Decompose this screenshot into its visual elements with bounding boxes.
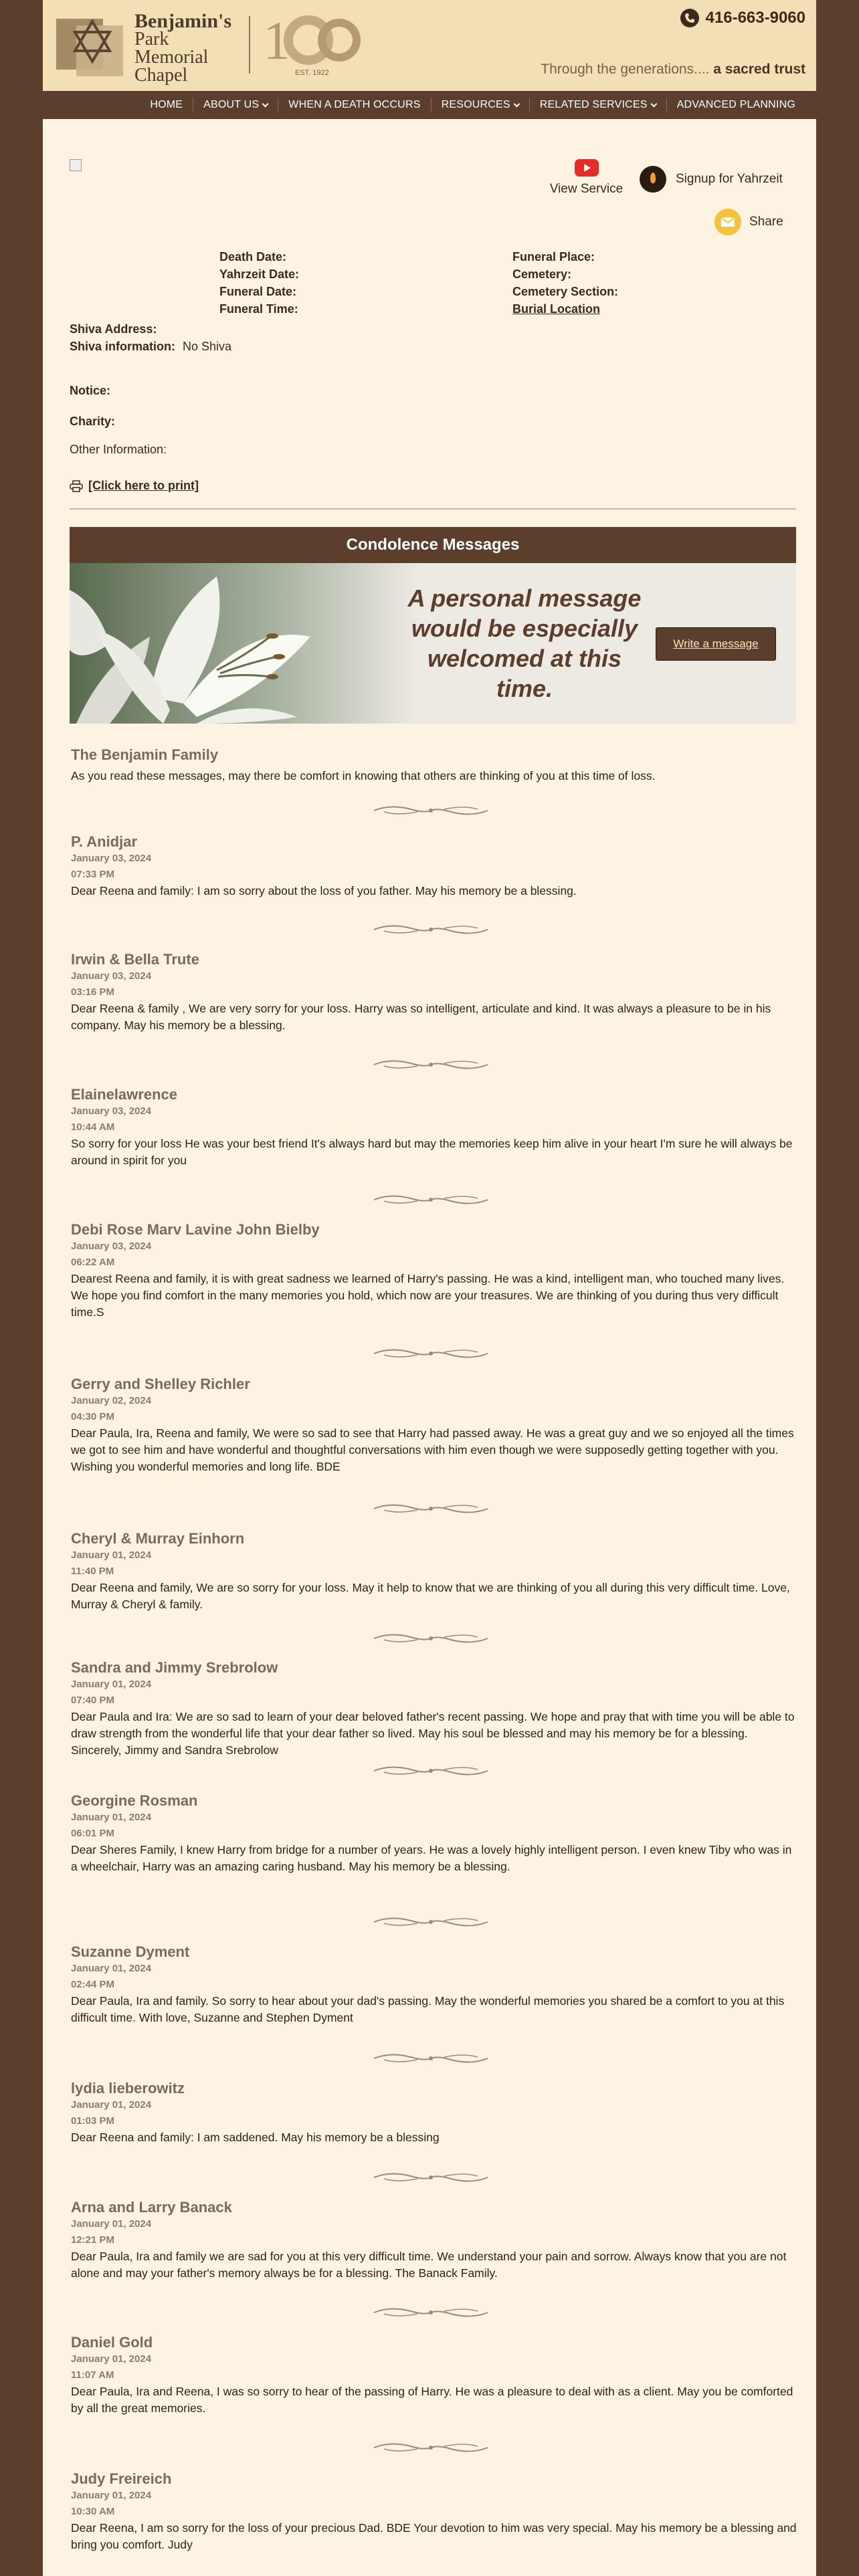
nav-related-label: RELATED SERVICES (539, 99, 648, 110)
condolence-message (71, 1376, 800, 1475)
flourish-divider (371, 2052, 491, 2065)
message-author: Suzanne Dyment (71, 1943, 190, 1960)
banner-message: A personal message would be especially welcomed at this time. (407, 584, 642, 702)
message-time: 12:21 PM (71, 2234, 115, 2246)
yahrzeit-label: Signup for Yahrzeit (676, 172, 783, 186)
nav-resources[interactable] (431, 98, 529, 112)
message-author: Debi Rose Marv Lavine John Bielby (71, 1221, 320, 1238)
logo-est-text: EST. 1922 (295, 69, 329, 77)
nav-when-death-occurs[interactable] (278, 98, 430, 112)
flourish-divider (371, 2306, 491, 2319)
flourish-divider (371, 1915, 491, 1929)
nav-about-label: ABOUT US (203, 99, 260, 110)
message-date: January 03, 2024 (71, 1241, 152, 1252)
message-text: Dear Paula, Ira and family we are sad for you at this very difficult time. We understand your pain and sorrow. Always know that you are not alone and may your father's memory always be for a blessing. The Banack Family. (71, 2250, 787, 2280)
condolence-header (70, 527, 796, 563)
printer-icon (70, 480, 83, 492)
tagline (541, 62, 805, 78)
message-date: January 01, 2024 (71, 2218, 152, 2230)
view-service-button[interactable] (545, 159, 628, 197)
print-label: [Click here to print] (88, 479, 199, 492)
share-button[interactable] (714, 209, 783, 235)
logo-divider (249, 16, 250, 74)
message-time: 04:30 PM (71, 1411, 115, 1422)
message-text: Dear Reena & family , We are very sorry for your loss. Harry was so intelligent, articulate and kind. It was always a pleasure to be in his company. May his memory be a blessing. (71, 1002, 771, 1032)
message-text: Dear Reena, I am so sorry for the loss of your precious Dad. BDE Your devotion to him was very special. May his memory be a blessing and bring you comfort. Judy (71, 2521, 797, 2551)
message-date: January 01, 2024 (71, 1812, 152, 1823)
message-text: As you read these messages, may there be comfort in knowing that others are thinking of you at this time of loss. (71, 769, 656, 782)
message-text: Dear Paula, Ira and family. So sorry to hear about your dad's passing. May the wonderful memories you shared be a comfort to you at this difficult time. With love, Suzanne and Stephen Dyment (71, 1994, 785, 2024)
message-date: January 01, 2024 (71, 2099, 152, 2111)
message-text: Dearest Reena and family, it is with great sadness we learned of Harry's passing. He was a kind, intelligent man, who touched many lives. We hope you find comfort in the many memories you hold, which now are your treasures. We are thinking of you during thus very difficult time.S (71, 1272, 785, 1319)
flourish-divider (371, 2441, 491, 2454)
flourish-divider (371, 1764, 491, 1778)
message-date: January 01, 2024 (71, 1549, 152, 1561)
message-author: Gerry and Shelley Richler (71, 1376, 250, 1392)
logo-line-4: Chapel (134, 65, 188, 86)
message-text: Dear Paula, Ira and Reena, I was so sorry to hear of the passing of Harry. He was a pleasure to deal with as a client. May you be comforted by all the great memories. (71, 2385, 793, 2415)
condolence-message (71, 2470, 800, 2553)
burial-location-link[interactable]: Burial Location (512, 302, 601, 316)
message-date: January 01, 2024 (71, 2490, 152, 2501)
death-date-label: Death Date: (219, 250, 287, 263)
message-author: lydia lieberowitz (71, 2080, 185, 2097)
message-author: Irwin & Bella Trute (71, 951, 199, 968)
chevron-down-icon (262, 100, 269, 107)
condolence-message (71, 1943, 800, 2026)
write-message-button[interactable]: Write a message (656, 627, 776, 661)
other-information-label: Other Information: (70, 443, 167, 456)
message-author: Arna and Larry Banack (71, 2199, 232, 2216)
flourish-divider (371, 1632, 491, 1645)
condolence-message (71, 1792, 800, 1875)
shiva-info-value: No Shiva (183, 340, 232, 353)
condolence-message (71, 833, 800, 899)
condolence-message (71, 1086, 800, 1169)
message-text: Dear Reena and family, We are so sorry for your loss. May it help to know that we are thinking of you all during this very difficult time. Love, Murray & Cheryl & family. (71, 1581, 790, 1611)
intro-message (71, 746, 800, 784)
message-author: Judy Freireich (71, 2470, 172, 2487)
message-date: January 03, 2024 (71, 853, 152, 864)
condolence-message (71, 2334, 800, 2417)
message-date: January 02, 2024 (71, 1395, 152, 1406)
chapel-logo-icon[interactable] (56, 12, 128, 76)
message-text: Dear Sheres Family, I knew Harry from bridge for a number of years. He was a lovely highly intelligent person. I even knew Tiby who was in a wheelchair, Harry was an amazing caring husband. May his memory be a blessing. (71, 1843, 792, 1873)
funeral-date-label: Funeral Date: (219, 285, 297, 298)
condolence-message (71, 1221, 800, 1321)
svg-text:1: 1 (263, 10, 290, 71)
flourish-divider (371, 804, 491, 817)
condolence-message (71, 951, 800, 1034)
logo-line-3: Memorial (134, 47, 209, 68)
flourish-divider (371, 2171, 491, 2184)
flourish-divider (371, 1193, 491, 1206)
cemetery-label: Cemetery: (512, 267, 572, 281)
message-time: 06:22 AM (71, 1257, 115, 1268)
nav-death-label: WHEN A DEATH OCCURS (288, 99, 421, 110)
flourish-divider (371, 1347, 491, 1360)
message-time: 10:30 AM (71, 2506, 115, 2517)
obituary-photo (70, 159, 82, 171)
message-text: So sorry for your loss He was your best friend It's always hard but may the memories keep him alive in your heart I'm sure he will always be around in spirit for you (71, 1137, 793, 1167)
message-author: Georgine Rosman (71, 1792, 198, 1809)
tagline-prefix: Through the generations.... (541, 62, 710, 77)
view-service-label: View Service (549, 182, 624, 196)
message-text: Dear Reena and family: I am saddened. May his memory be a blessing (71, 2131, 440, 2144)
anniversary-100-logo (260, 9, 361, 78)
tagline-bold: a sacred trust (709, 62, 805, 77)
message-author: Daniel Gold (71, 2334, 153, 2351)
condolence-message (71, 1659, 800, 1759)
cemetery-section-label: Cemetery Section: (512, 285, 619, 298)
youtube-icon (575, 159, 599, 177)
message-time: 10:44 AM (71, 1121, 115, 1133)
condolence-message (71, 2080, 800, 2146)
shiva-address-label: Shiva Address: (70, 322, 157, 336)
message-author: The Benjamin Family (71, 746, 219, 763)
candle-icon (640, 166, 666, 193)
nav-planning-label: ADVANCED PLANNING (676, 99, 795, 110)
message-time: 07:40 PM (71, 1695, 115, 1706)
nav-related-services[interactable] (529, 98, 666, 112)
main-content (43, 119, 816, 2576)
phone-icon (680, 9, 699, 27)
phone-number: 416-663-9060 (705, 9, 805, 27)
print-link[interactable] (70, 479, 199, 493)
message-text: Dear Reena and family: I am so sorry about the loss of you father. May his memory be a blessing. (71, 884, 577, 897)
nav-home-label: HOME (150, 99, 183, 110)
message-time: 11:07 AM (71, 2369, 114, 2381)
message-author: Sandra and Jimmy Srebrolow (71, 1659, 278, 1676)
yahrzeit-signup-button[interactable] (640, 166, 783, 193)
nav-resources-label: RESOURCES (441, 99, 510, 110)
message-date: January 01, 2024 (71, 1679, 152, 1690)
message-date: January 01, 2024 (71, 1963, 152, 1974)
nav-home[interactable] (140, 98, 193, 112)
message-author: Cheryl & Murray Einhorn (71, 1530, 245, 1547)
funeral-time-label: Funeral Time: (219, 302, 298, 316)
nav-advanced-planning[interactable] (666, 98, 805, 112)
message-author: Elainelawrence (71, 1086, 177, 1103)
nav-about-us[interactable] (193, 98, 278, 112)
charity-label: Charity: (70, 415, 116, 428)
message-date: January 03, 2024 (71, 1105, 152, 1117)
chevron-down-icon (650, 100, 657, 107)
shiva-info-label: Shiva information: (70, 340, 176, 353)
flourish-divider (371, 923, 491, 936)
yahrzeit-date-label: Yahrzeit Date: (219, 267, 300, 281)
logo-line-1: Benjamin's (134, 10, 232, 32)
flourish-divider (371, 1058, 491, 1071)
chevron-down-icon (513, 100, 520, 107)
message-date: January 03, 2024 (71, 970, 152, 982)
message-time: 06:01 PM (71, 1828, 115, 1839)
lily-image (70, 563, 417, 724)
message-text: Dear Paula, Ira, Reena and family, We were so sad to see that Harry had passed away. He was a great guy and we so enjoyed all the times we got to see him and have wonderful and thoughtful conversations with him even though we were supposedly getting together with you. Wishing you wonderful memories and long life. BDE (71, 1426, 794, 1473)
notice-label: Notice: (70, 384, 111, 397)
message-time: 07:33 PM (71, 869, 115, 880)
condolence-message (71, 2199, 800, 2282)
condolence-banner (70, 563, 796, 724)
message-time: 01:03 PM (71, 2115, 115, 2127)
section-divider (70, 508, 796, 510)
condolence-title: Condolence Messages (346, 536, 520, 554)
message-author: P. Anidjar (71, 833, 138, 850)
envelope-icon (714, 209, 741, 235)
message-time: 11:40 PM (71, 1566, 114, 1577)
message-time: 03:16 PM (71, 986, 115, 998)
message-date: January 01, 2024 (71, 2353, 152, 2365)
logo-line-2: Park (134, 29, 169, 49)
site-header (43, 0, 816, 91)
flourish-divider (371, 1502, 491, 1515)
share-label: Share (749, 215, 783, 229)
message-time: 02:44 PM (71, 1979, 115, 1990)
shiva-information (70, 340, 231, 354)
funeral-place-label: Funeral Place: (512, 250, 595, 263)
main-nav (43, 91, 816, 119)
phone-link[interactable] (680, 9, 805, 27)
condolence-message (71, 1530, 800, 1613)
message-text: Dear Paula and Ira: We are so sad to learn of your dear beloved father's recent passing. We hope and pray that with time you will be able to draw strength from the wonderful life that your dear father so lived. May his soul be blessed and may his memory be for a blessing. Sincerely, Jimmy and Sandra Srebrolow (71, 1710, 795, 1757)
chapel-logo-text[interactable] (134, 12, 231, 84)
